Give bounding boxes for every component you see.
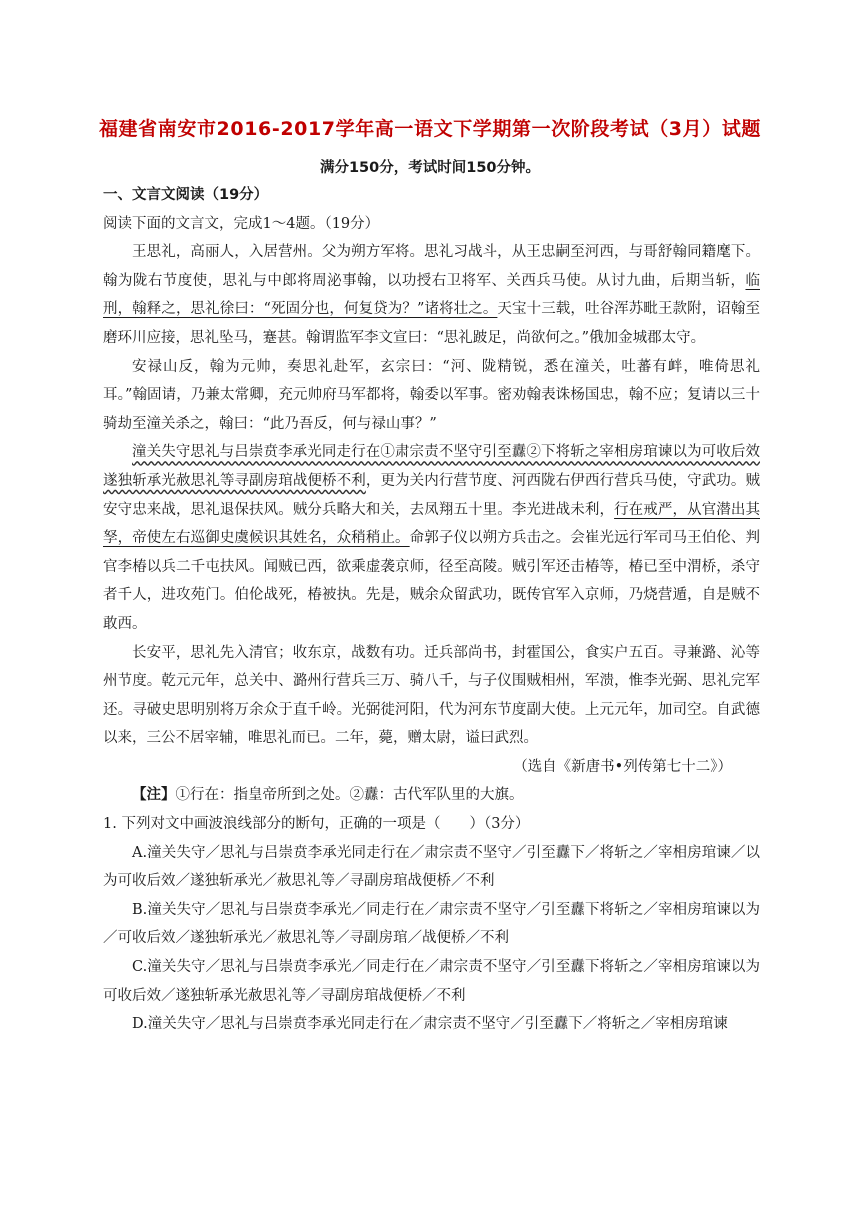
underlined-sentence: 临刑，翰释之，思礼徐曰：“死固分也，何复贷为？”诸将壮之。 — [103, 272, 760, 318]
exam-info: 满分150分，考试时间150分钟。 — [319, 160, 541, 176]
question-1-option-a[interactable]: A.潼关失守／思礼与吕崇贲李承光同走行在／肃宗责不坚守／引至纛下／将斩之／宰相房琯谏／以为可收后效／遂独斩承光／赦思礼等／寻副房琯战便桥／不利 — [103, 844, 760, 890]
passage-paragraph-2: 安禄山反，翰为元帅，奏思礼赴军，玄宗曰：“河、陇精锐，悉在潼关，吐蕃有衅，唯倚思礼耳。”翰固请，乃兼太常卿，充元帅府马军都将，翰委以军事。密劝翰表诛杨国忠，翰不应；复请以三十骑劫至潼关杀之，翰曰：“此乃吾反，何与禄山事？” — [103, 358, 760, 432]
note-text: ①行在：指皇帝所到之处。②纛：古代军队里的大旗。 — [175, 787, 524, 804]
passage-text: ，更为关内行营节度、河西陇右伊西行营兵马使，守武功。贼安守忠来战，思礼退保扶风。贼分兵略大和关，去凤翔五十里。李光进战未利， — [103, 472, 761, 518]
annotation-note — [103, 781, 760, 810]
question-1-option-d[interactable]: D.潼关失守／思礼与吕崇贲李承光同走行在／肃宗责不坚守／引至纛下／将斩之／宰相房琯谏 — [132, 1016, 728, 1033]
passage-text: 天宝十三载，吐谷浑苏毗王款附，诏翰至磨环川应接，思礼坠马，蹇甚。翰谓监军李文宣曰：“思礼跛足，尚欲何之。”俄加金城郡太守。 — [103, 301, 760, 346]
passage-text: 王思礼，高丽人，入居营州。父为朔方军将。思礼习战斗，从王忠嗣至河西，与哥舒翰同籍麾下。翰为陇右节度使，思礼与中郎将周泌事翰，以功授右卫将军、关西兵马使。从讨九曲，后期当斩， — [103, 244, 760, 289]
passage-source: （选自《新唐书•列传第七十二》） — [513, 758, 732, 775]
passage-paragraph-3 — [103, 438, 760, 638]
note-label: 【注】 — [132, 786, 176, 804]
section-heading: 一、文言文阅读（19分） — [103, 187, 269, 203]
wavy-underlined-passage: 潼关失守思礼与吕崇贲李承光同走行在①肃宗责不坚守引至纛②下将斩之宰相房琯谏以为可收后效遂独斩承光赦思礼等寻副房琯战便桥不利 — [103, 444, 760, 489]
reading-instruction: 阅读下面的文言文，完成1～4题。（19分） — [103, 215, 380, 232]
passage-paragraph-4: 长安平，思礼先入清官；收东京，战数有功。迁兵部尚书，封霍国公，食实户五百。寻兼潞、沁等州节度。乾元元年，总关中、潞州行营兵三万、骑八千，与子仪围贼相州，军溃，惟李光弼、思礼完军还。寻破史思明别将万余众于直千岭。光弼徙河阳，代为河东节度副大使。上元元年，加司空。自武德以来，三公不居宰辅，唯思礼而已。二年，薨，赠太尉，谥曰武烈。 — [103, 644, 760, 747]
exam-body — [103, 181, 760, 1039]
underlined-sentence: 行在戒严，从官潜出其孥，帝使左右巡御史虞候识其姓名，众稍稍止。 — [103, 501, 760, 547]
question-1-stem: 1. 下列对文中画波浪线部分的断句，正确的一项是（ ）（3分） — [103, 816, 530, 833]
page-title: 福建省南安市2016-2017学年高一语文下学期第一次阶段考试（3月）试题 — [98, 118, 762, 140]
question-1-option-c[interactable]: C.潼关失守／思礼与吕崇贲李承光／同走行在／肃宗责不坚守／引至纛下将斩之／宰相房琯谏以为可收后效／遂独斩承光赦思礼等／寻副房琯战便桥／不利 — [103, 959, 760, 1004]
passage-paragraph-1 — [103, 238, 760, 352]
question-1-option-b[interactable]: B.潼关失守／思礼与吕崇贲李承光／同走行在／肃宗责不坚守／引至纛下将斩之／宰相房琯谏以为／可收后效／遂独斩承光／赦思礼等／寻副房琯／战便桥／不利 — [103, 901, 760, 947]
passage-text: 命郭子仪以朔方兵击之。会崔光远行军司马王伯伦、判官李椿以兵二千屯扶风。闻贼已西，欲乘虚袭京师，径至高陵。贼引军还击椿等，椿已至中渭桥，杀守者千人，进攻苑门。伯伦战死，椿被执。先是，贼余众留武功，既传官军入京师，乃烧营遁，自是贼不敢西。 — [103, 530, 761, 632]
